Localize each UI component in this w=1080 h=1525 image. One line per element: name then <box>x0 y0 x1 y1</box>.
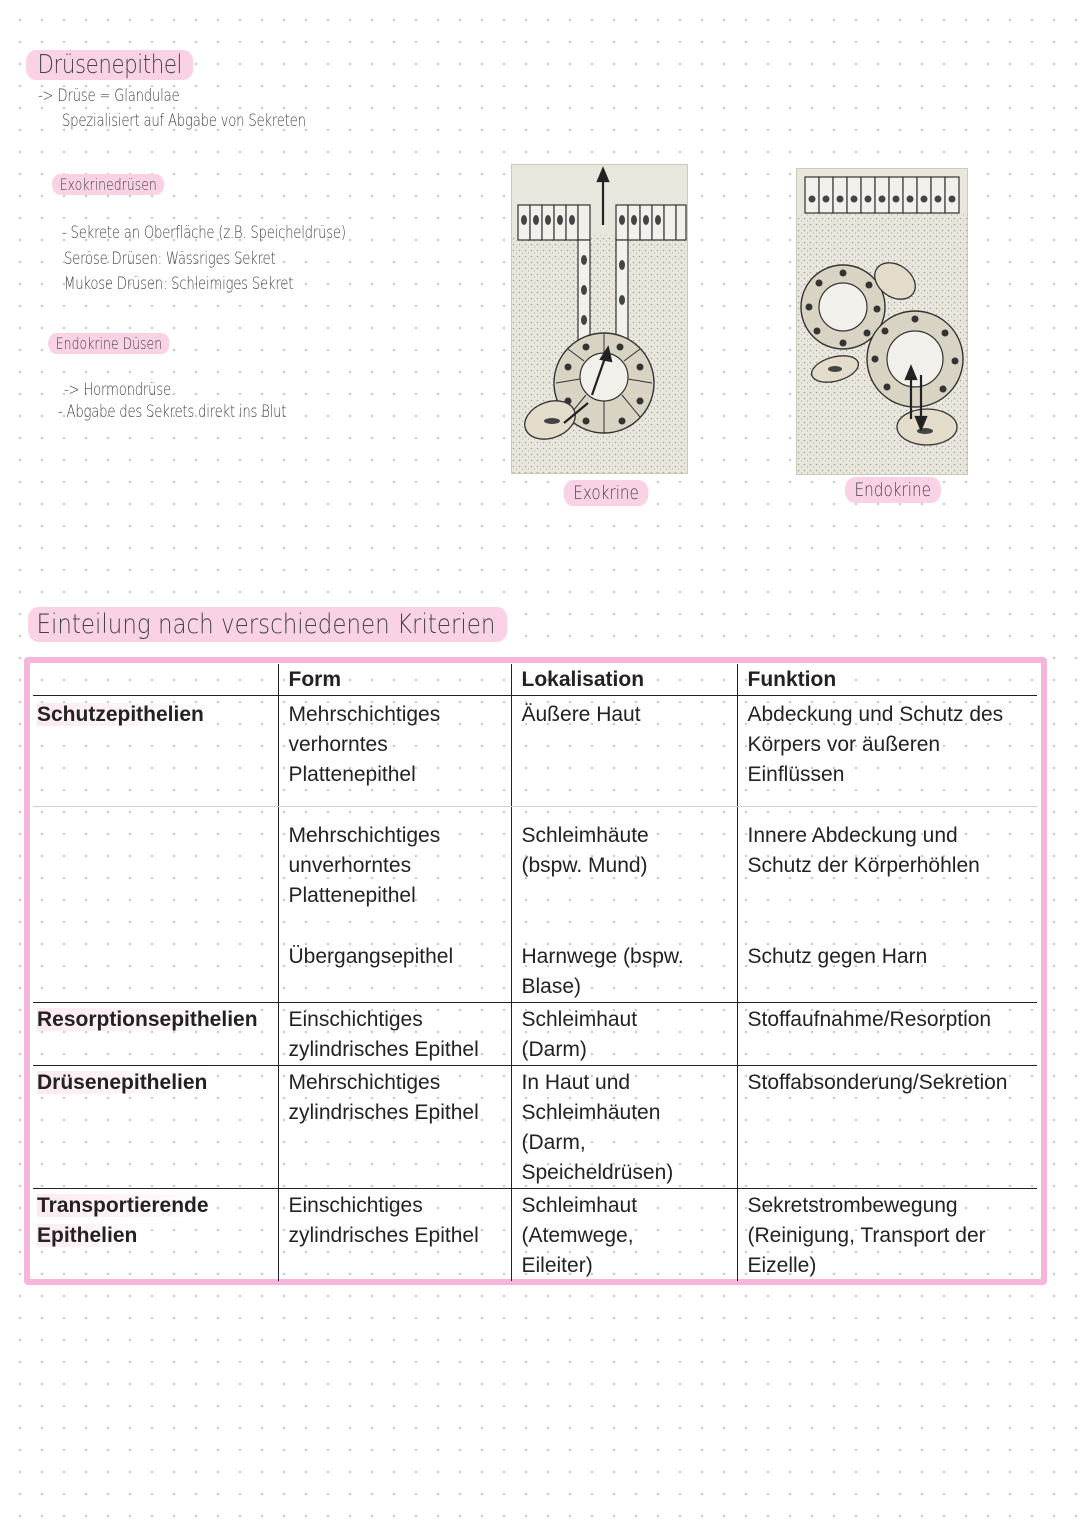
exokrin-line-3: Mukose Drüsen: Schleimiges Sekret <box>64 274 294 294</box>
funktion-line: (Reinigung, Transport der <box>747 1224 986 1247</box>
funktion-line: Eizelle) <box>747 1254 817 1277</box>
lokalisation-line: Schleimhaut <box>521 1194 638 1217</box>
form-line: Einschichtiges <box>288 1008 423 1031</box>
lokalisation-line: Äußere Haut <box>521 703 641 726</box>
form-line: Plattenepithel <box>288 884 416 907</box>
form-line: verhorntes <box>288 733 388 756</box>
table-header-row <box>33 664 1037 696</box>
intro-line-1: -> Drüse = Glandulae <box>38 86 180 106</box>
row-type: Epithelien <box>37 1224 138 1247</box>
header-form: Form <box>278 664 511 696</box>
exokrin-tag: Exokrinedrüsen <box>52 174 165 195</box>
row-type: Resorptionsepithelien <box>37 1008 258 1031</box>
lokalisation-line: (Atemwege, <box>521 1224 634 1247</box>
lokalisation-line: Eileiter) <box>521 1254 593 1277</box>
form-line: zylindrisches Epithel <box>288 1224 479 1247</box>
exocrine-caption: Exokrine <box>564 480 649 506</box>
lokalisation-line: (Darm, <box>521 1131 586 1154</box>
endocrine-gland-diagram <box>796 168 968 475</box>
form-line: zylindrisches Epithel <box>288 1038 479 1061</box>
form-line: Mehrschichtiges <box>288 1071 441 1094</box>
funktion-line: Einflüssen <box>747 763 845 786</box>
table-row <box>33 1066 1037 1189</box>
form-line: unverhorntes <box>288 854 412 877</box>
lokalisation-line: Speicheldrüsen) <box>521 1161 674 1184</box>
row-type: Transportierende <box>37 1194 209 1217</box>
exokrin-line-1: - Sekrete an Oberfläche (z.B. Speicheldrüse) <box>62 223 346 243</box>
table-row <box>33 1189 1037 1282</box>
header-lokalisation: Lokalisation <box>511 664 737 696</box>
lokalisation-line: (Darm) <box>521 1038 587 1061</box>
table-row <box>33 942 1037 1003</box>
funktion-line: Abdeckung und Schutz des <box>747 703 1004 726</box>
funktion-line: Schutz gegen Harn <box>747 945 928 968</box>
lokalisation-line: Schleimhäuten <box>521 1101 661 1124</box>
lokalisation-line: (bspw. Mund) <box>521 854 648 877</box>
endokrin-line-1: -> Hormondrüse <box>64 380 171 400</box>
intro-line-2: Spezialisiert auf Abgabe von Sekreten <box>62 111 306 131</box>
form-line: Übergangsepithel <box>288 945 454 968</box>
form-line: Mehrschichtiges <box>288 703 441 726</box>
lokalisation-line: Schleimhäute <box>521 824 649 847</box>
endokrin-line-2: - Abgabe des Sekrets direkt ins Blut <box>58 402 287 422</box>
funktion-line: Innere Abdeckung und <box>747 824 958 847</box>
funktion-line: Stoffaufnahme/Resorption <box>747 1008 992 1031</box>
header-empty <box>33 664 278 696</box>
form-line: Einschichtiges <box>288 1194 423 1217</box>
lokalisation-line: Blase) <box>521 975 582 998</box>
table-row <box>33 807 1037 943</box>
endocrine-caption: Endokrine <box>845 477 941 503</box>
form-line: Mehrschichtiges <box>288 824 441 847</box>
exokrin-line-2: Seröse Drüsen: Wässriges Sekret <box>64 249 276 269</box>
form-line: Plattenepithel <box>288 763 416 786</box>
exocrine-gland-diagram <box>511 164 688 474</box>
row-type: Drüsenepithelien <box>37 1071 208 1094</box>
page-title: Drüsenepithel <box>26 50 194 80</box>
lokalisation-line: Schleimhaut <box>521 1008 638 1031</box>
header-funktion: Funktion <box>737 664 1037 696</box>
table-row <box>33 696 1037 807</box>
funktion-line: Stoffabsonderung/Sekretion <box>747 1071 1008 1094</box>
table-row <box>33 1003 1037 1066</box>
form-line: zylindrisches Epithel <box>288 1101 479 1124</box>
funktion-line: Sekretstrombewegung <box>747 1194 958 1217</box>
lokalisation-line: In Haut und <box>521 1071 631 1094</box>
section-title: Einteilung nach verschiedenen Kriterien <box>28 607 507 642</box>
funktion-line: Körpers vor äußeren <box>747 733 941 756</box>
funktion-line: Schutz der Körperhöhlen <box>747 854 980 877</box>
endokrin-tag: Endokrine Düsen <box>48 333 170 354</box>
lokalisation-line: Harnwege (bspw. <box>521 945 684 968</box>
epithelium-table <box>33 664 1037 1281</box>
row-type: Schutzepithelien <box>37 703 204 726</box>
